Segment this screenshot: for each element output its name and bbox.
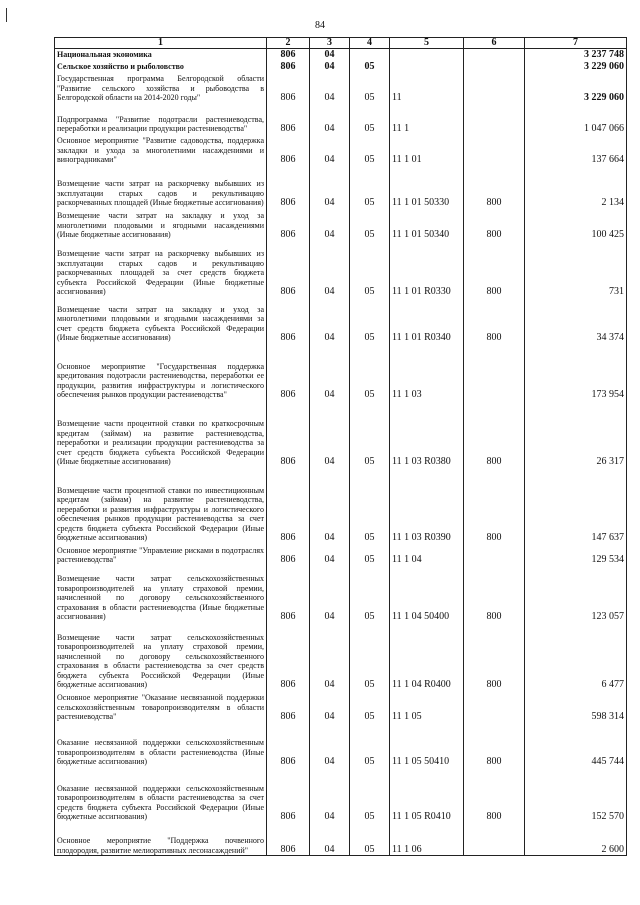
cell-name: Возмещение части затрат на закладку и уход за многолетними плодовыми и ягодными насаждениями за счет средств бюджета субъекта Российской Федерации (Иные бюджетные ассигнования): [55, 297, 267, 343]
table-row: [55, 767, 627, 822]
cell-section: 04: [310, 165, 350, 208]
cell-admin-code: 806: [267, 165, 310, 208]
cell-admin-code: 806: [267, 297, 310, 343]
cell-amount: 598 314: [525, 690, 627, 722]
cell-section: 04: [310, 543, 350, 565]
cell-amount: 137 664: [525, 134, 627, 165]
cell-subsection: 05: [350, 722, 390, 767]
table-row: [55, 165, 627, 208]
cell-name: Возмещение части процентной ставки по краткосрочным кредитам (займам) на развитие растениеводства, переработки и реализации продукции растениеводства за счет средств бюджета субъекта Российской Федерации (Иные бюджетные ассигнования): [55, 400, 267, 467]
cell-section: 04: [310, 565, 350, 622]
cell-admin-code: 806: [267, 543, 310, 565]
cell-admin-code: 806: [267, 240, 310, 297]
cell-expense-type: 800: [464, 622, 525, 690]
cell-expense-type: 800: [464, 722, 525, 767]
budget-table: [54, 37, 627, 856]
cell-subsection: 05: [350, 767, 390, 822]
cell-target-article: 11 1 03 R0390: [390, 467, 464, 543]
cell-section: 04: [310, 240, 350, 297]
cell-subsection: 05: [350, 565, 390, 622]
cell-target-article: 11 1 03 R0380: [390, 400, 464, 467]
cell-admin-code: 806: [267, 565, 310, 622]
cell-admin-code: 806: [267, 400, 310, 467]
cell-subsection: 05: [350, 60, 390, 72]
cell-expense-type: [464, 49, 525, 60]
cell-admin-code: 806: [267, 134, 310, 165]
cell-subsection: [350, 49, 390, 60]
cell-amount: 2 600: [525, 822, 627, 856]
cell-expense-type: 800: [464, 297, 525, 343]
cell-name: Сельское хозяйство и рыболовство: [55, 60, 267, 72]
cell-amount: 100 425: [525, 208, 627, 240]
table-row: [55, 103, 627, 134]
cell-amount: 123 057: [525, 565, 627, 622]
cell-section: 04: [310, 49, 350, 60]
cell-name: Основное мероприятие "Управление рисками в подотраслях растениеводства": [55, 543, 267, 565]
cell-expense-type: [464, 103, 525, 134]
cell-target-article: 11 1 05: [390, 690, 464, 722]
cell-subsection: 05: [350, 343, 390, 400]
table-header-row: [55, 38, 627, 49]
page-number: 84: [315, 20, 325, 31]
cell-admin-code: 806: [267, 60, 310, 72]
cell-admin-code: 806: [267, 722, 310, 767]
cell-admin-code: 806: [267, 467, 310, 543]
table-row: [55, 400, 627, 467]
cell-amount: 34 374: [525, 297, 627, 343]
cell-name: Основное мероприятие "Развитие садоводства, поддержка закладки и ухода за многолетними насаждениями и виноградниками": [55, 134, 267, 165]
cell-name: Национальная экономика: [55, 49, 267, 60]
cell-name: Возмещение части затрат на закладку и уход за многолетними плодовыми и ягодными насаждениями (Иные бюджетные ассигнования): [55, 208, 267, 240]
cell-target-article: 11 1 04: [390, 543, 464, 565]
cell-admin-code: 806: [267, 103, 310, 134]
cell-name: Основное мероприятие "Государственная поддержка кредитования подотрасли растениеводства, переработки ее продукции, развития инфраструктуры и логистического обеспечения рынков продукции растениеводства": [55, 343, 267, 400]
cell-amount: 152 570: [525, 767, 627, 822]
cell-section: 04: [310, 400, 350, 467]
cell-subsection: 05: [350, 72, 390, 103]
cell-expense-type: [464, 822, 525, 856]
table-row: [55, 467, 627, 543]
cell-name: Основное мероприятие "Оказание несвязанной поддержки сельскохозяйственным товаропроизводителям в области растениеводства": [55, 690, 267, 722]
cell-expense-type: 800: [464, 208, 525, 240]
column-header: 5: [390, 38, 464, 49]
table-row: [55, 240, 627, 297]
table-row: [55, 565, 627, 622]
cell-amount: 1 047 066: [525, 103, 627, 134]
cell-section: 04: [310, 767, 350, 822]
table-body: [55, 49, 627, 856]
table-row: [55, 343, 627, 400]
cell-admin-code: 806: [267, 622, 310, 690]
cell-target-article: 11 1 01 R0330: [390, 240, 464, 297]
cell-name: Оказание несвязанной поддержки сельскохозяйственным товаропроизводителям в области растениеводства (Иные бюджетные ассигнования): [55, 722, 267, 767]
cell-expense-type: [464, 134, 525, 165]
table-row: [55, 722, 627, 767]
cell-amount: 3 237 748: [525, 49, 627, 60]
cell-section: 04: [310, 134, 350, 165]
cell-name: Оказание несвязанной поддержки сельскохозяйственным товаропроизводителям в области растениеводства за счет средств бюджета субъекта Российской Федерации (Иные бюджетные ассигнования): [55, 767, 267, 822]
table-row: [55, 60, 627, 72]
cell-subsection: 05: [350, 690, 390, 722]
cell-amount: 3 229 060: [525, 60, 627, 72]
cell-expense-type: 800: [464, 565, 525, 622]
cell-section: 04: [310, 343, 350, 400]
cell-amount: 173 954: [525, 343, 627, 400]
cell-section: 04: [310, 297, 350, 343]
cell-target-article: 11 1 05 50410: [390, 722, 464, 767]
cell-name: Возмещение части затрат сельскохозяйственных товаропроизводителей на уплату страховой премии, начисленной по договору сельскохозяйственного страхования в области растениеводства за счет средств бюджета субъекта Российской Федерации (Иные бюджетные ассигнования): [55, 622, 267, 690]
cell-amount: 129 534: [525, 543, 627, 565]
cell-target-article: 11 1 05 R0410: [390, 767, 464, 822]
cell-target-article: [390, 60, 464, 72]
column-header: 4: [350, 38, 390, 49]
cell-name: Возмещение части затрат на раскорчевку выбывших из эксплуатации старых садов и рекультивацию раскорчеванных площадей за счет средств бюджета субъекта Российской Федерации (Иные бюджетные ассигнования): [55, 240, 267, 297]
table-row: [55, 297, 627, 343]
column-header: 2: [267, 38, 310, 49]
column-header: 7: [525, 38, 627, 49]
cell-expense-type: 800: [464, 767, 525, 822]
cell-name: Возмещение части затрат на раскорчевку выбывших из эксплуатации старых садов и рекультивацию раскорчеванных площадей (Иные бюджетные ассигнования): [55, 165, 267, 208]
cell-target-article: 11 1 04 R0400: [390, 622, 464, 690]
column-header: 6: [464, 38, 525, 49]
cell-name: Возмещение части затрат сельскохозяйственных товаропроизводителей на уплату страховой премии, начисленной по договору сельскохозяйственного страхования в области растениеводства (Иные бюджетные ассигнования): [55, 565, 267, 622]
cell-expense-type: [464, 543, 525, 565]
cell-admin-code: 806: [267, 767, 310, 822]
cell-amount: 26 317: [525, 400, 627, 467]
column-header: 3: [310, 38, 350, 49]
cell-name: Подпрограмма "Развитие подотрасли растениеводства, переработки и реализации продукции растениеводства": [55, 103, 267, 134]
cell-section: 04: [310, 467, 350, 543]
cell-expense-type: [464, 343, 525, 400]
cell-target-article: 11 1 01 50330: [390, 165, 464, 208]
table-row: [55, 543, 627, 565]
cell-expense-type: [464, 72, 525, 103]
cell-subsection: 05: [350, 822, 390, 856]
cell-admin-code: 806: [267, 72, 310, 103]
cell-name: Государственная программа Белгородской области "Развитие сельского хозяйства и рыбоводства в Белгородской области на 2014-2020 годы": [55, 72, 267, 103]
cell-name: Возмещение части процентной ставки по инвестиционным кредитам (займам) на развитие растениеводства, переработки и развития инфраструктуры и логистического обеспечения рынков продукции растениеводства за счет средств бюджета субъекта Российской Федерации (Иные бюджетные ассигнования): [55, 467, 267, 543]
cell-target-article: 11 1 06: [390, 822, 464, 856]
cell-subsection: 05: [350, 103, 390, 134]
cell-name: Основное мероприятие "Поддержка почвенного плодородия, развитие мелиоративных лесонасаждений": [55, 822, 267, 856]
cell-section: 04: [310, 60, 350, 72]
table-row: [55, 134, 627, 165]
table-row: [55, 690, 627, 722]
table-row: [55, 622, 627, 690]
cell-subsection: 05: [350, 134, 390, 165]
cell-subsection: 05: [350, 400, 390, 467]
cell-section: 04: [310, 622, 350, 690]
cell-expense-type: 800: [464, 400, 525, 467]
cell-amount: 6 477: [525, 622, 627, 690]
table-row: [55, 49, 627, 60]
cell-expense-type: 800: [464, 165, 525, 208]
cell-target-article: 11 1 01: [390, 134, 464, 165]
cell-target-article: 11 1 04 50400: [390, 565, 464, 622]
table-row: [55, 208, 627, 240]
cell-expense-type: 800: [464, 240, 525, 297]
cell-target-article: 11 1: [390, 103, 464, 134]
cell-subsection: 05: [350, 297, 390, 343]
cell-target-article: 11 1 03: [390, 343, 464, 400]
cell-admin-code: 806: [267, 343, 310, 400]
cell-admin-code: 806: [267, 822, 310, 856]
cell-subsection: 05: [350, 467, 390, 543]
cell-subsection: 05: [350, 208, 390, 240]
cell-amount: 731: [525, 240, 627, 297]
cell-section: 04: [310, 722, 350, 767]
cell-subsection: 05: [350, 622, 390, 690]
cell-admin-code: 806: [267, 208, 310, 240]
table-row: [55, 72, 627, 103]
cell-admin-code: 806: [267, 690, 310, 722]
cell-subsection: 05: [350, 240, 390, 297]
cell-target-article: 11: [390, 72, 464, 103]
cell-amount: 2 134: [525, 165, 627, 208]
cell-amount: 445 744: [525, 722, 627, 767]
cell-subsection: 05: [350, 165, 390, 208]
cell-amount: 3 229 060: [525, 72, 627, 103]
column-header: 1: [55, 38, 267, 49]
cell-expense-type: [464, 60, 525, 72]
table-row: [55, 822, 627, 856]
cell-target-article: [390, 49, 464, 60]
cell-target-article: 11 1 01 R0340: [390, 297, 464, 343]
cell-target-article: 11 1 01 50340: [390, 208, 464, 240]
cell-amount: 147 637: [525, 467, 627, 543]
cell-section: 04: [310, 208, 350, 240]
cell-expense-type: 800: [464, 467, 525, 543]
cell-section: 04: [310, 72, 350, 103]
cell-admin-code: 806: [267, 49, 310, 60]
cell-section: 04: [310, 822, 350, 856]
cell-section: 04: [310, 690, 350, 722]
cell-expense-type: [464, 690, 525, 722]
cell-section: 04: [310, 103, 350, 134]
cell-subsection: 05: [350, 543, 390, 565]
